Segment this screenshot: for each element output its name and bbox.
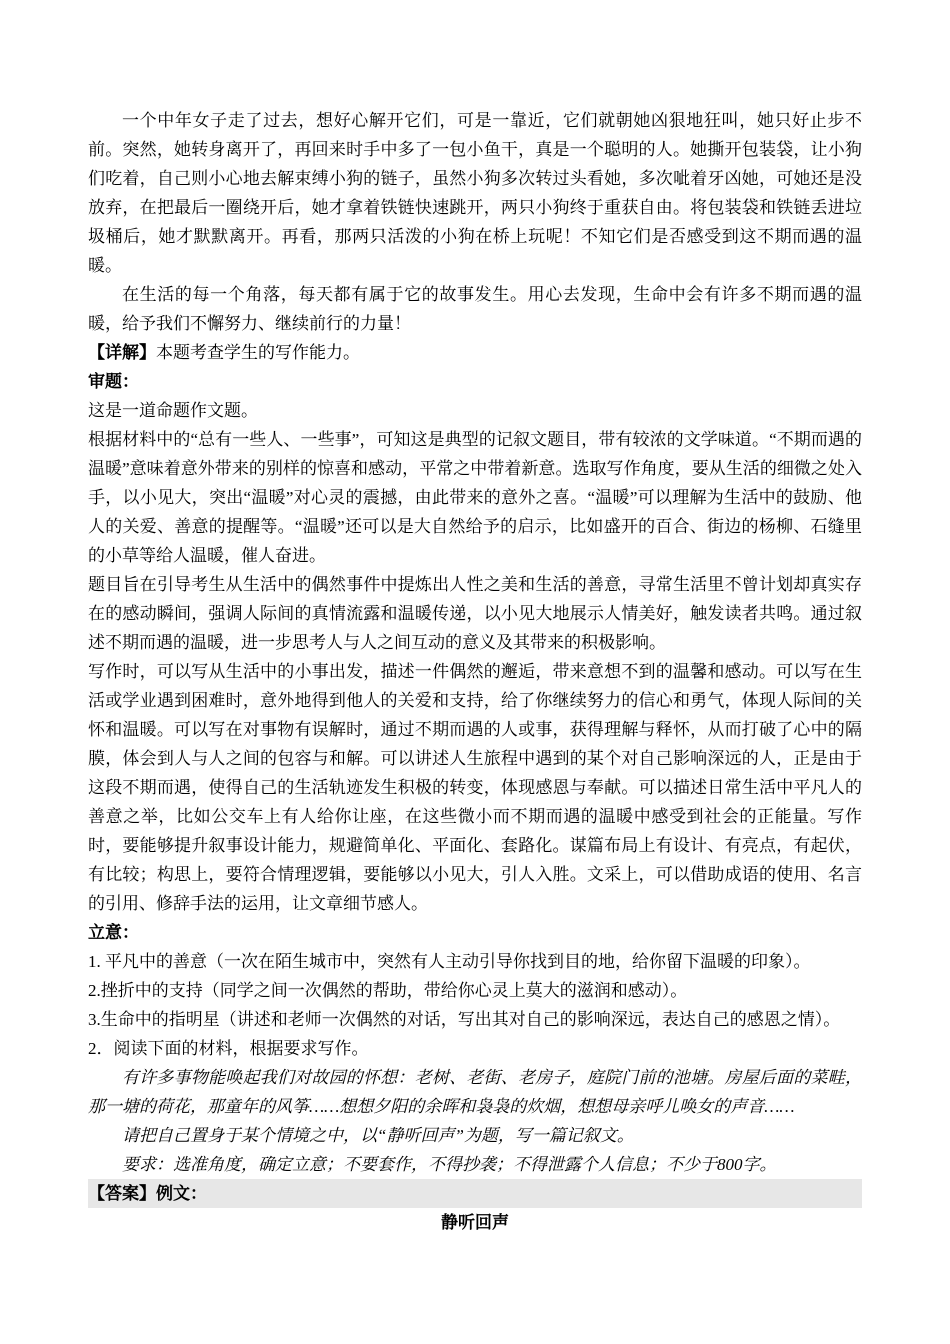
essay-paragraph: 一个中年女子走了过去，想好心解开它们，可是一靠近，它们就朝她凶狠地狂叫，她只好止步不前。突然，她转身离开了，再回来时手中多了一包小鱼干，真是一个聪明的人。她撕开包装袋，让小狗们吃着，自己则小心地去解束缚小狗的链子，虽然小狗多次转过头看她，多次呲着牙凶她，可她还是没放弃，在把最后一圈绕开后，她才拿着铁链快速跳开，两只小狗终于重获自由。将包装袋和铁链丢进垃圾桶后，她才默默离开。再看，那两只活泼的小狗在桥上玩呢！不知它们是否感受到这不期而遇的温暖。	[88, 111, 862, 275]
liyi-heading: 立意：	[88, 923, 139, 942]
shenti-paragraph: 这是一道命题作文题。	[88, 401, 258, 420]
essay-paragraph: 在生活的每一个角落，每天都有属于它的故事发生。用心去发现，生命中会有许多不期而遇的温暖，给予我们不懈努力、继续前行的力量！	[88, 285, 862, 333]
question2-material: 有许多事物能唤起我们对故园的怀想：老树、老街、老房子，庭院门前的池塘。房屋后面的菜畦，那一塘的荷花，那童年的风筝……想想夕阳的余晖和袅袅的炊烟，想想母亲呼儿唤女的声音……	[88, 1068, 862, 1116]
question2-requirements: 要求：选准角度，确定立意；不要套作，不得抄袭；不得泄露个人信息；不少于800字。	[122, 1155, 777, 1174]
liyi-item: 2.挫折中的支持（同学之间一次偶然的帮助，带给你心灵上莫大的滋润和感动）。	[88, 981, 688, 1000]
shenti-paragraph: 写作时，可以写从生活中的小事出发，描述一件偶然的邂逅，带来意想不到的温馨和感动。可以写在生活或学业遇到困难时，意外地得到他人的关爱和支持，给了你继续努力的信心和勇气，体现人际间的关怀和温暖。可以写在对事物有误解时，通过不期而遇的人或事，获得理解与释怀，从而打破了心中的隔膜，体会到人与人之间的包容与和解。可以讲述人生旅程中遇到的某个对自己影响深远的人，正是由于这段不期而遇，使得自己的生活轨迹发生积极的转变，体现感恩与奉献。可以描述日常生活中平凡人的善意之举，比如公交车上有人给你让座，在这些微小而不期而遇的温暖中感受到社会的正能量。写作时，要能够提升叙事设计能力，规避简单化、平面化、套路化。谋篇布局上有设计、有亮点，有起伏，有比较；构思上，要符合情理逻辑，要能够以小见大，引人入胜。文采上，可以借助成语的使用、名言的引用、修辞手法的运用，让文章细节感人。	[88, 662, 862, 913]
detail-label: 【详解】	[88, 343, 156, 362]
detail-line	[88, 338, 862, 367]
answer-label: 【答案】例文：	[88, 1179, 862, 1208]
liyi-item: 1. 平凡中的善意（一次在陌生城市中，突然有人主动引导你找到目的地，给你留下温暖的印象）。	[88, 952, 811, 971]
question2-stem: 2．阅读下面的材料，根据要求写作。	[88, 1039, 369, 1058]
answer-essay-title: 静听回声	[441, 1213, 509, 1232]
shenti-paragraph: 根据材料中的“总有一些人、一些事”，可知这是典型的记叙文题目，带有较浓的文学味道。“不期而遇的温暖”意味着意外带来的别样的惊喜和感动，平常之中带着新意。选取写作角度，要从生活的细微之处入手，以小见大，突出“温暖”对心灵的震撼，由此带来的意外之喜。“温暖”可以理解为生活中的鼓励、他人的关爱、善意的提醒等。“温暖”还可以是大自然给予的启示，比如盛开的百合、街边的杨柳、石缝里的小草等给人温暖，催人奋进。	[88, 430, 862, 565]
shenti-heading: 审题：	[88, 372, 139, 391]
shenti-paragraph: 题目旨在引导考生从生活中的偶然事件中提炼出人性之美和生活的善意，寻常生活里不曾计划却真实存在的感动瞬间，强调人际间的真情流露和温暖传递，以小见大地展示人情美好，触发读者共鸣。通过叙述不期而遇的温暖，进一步思考人与人之间互动的意义及其带来的积极影响。	[88, 575, 862, 652]
liyi-item: 3.生命中的指明星（讲述和老师一次偶然的对话，写出其对自己的影响深远，表达自己的感恩之情）。	[88, 1010, 841, 1029]
detail-text: 本题考查学生的写作能力。	[156, 343, 360, 362]
question2-prompt: 请把自己置身于某个情境之中，以“静听回声”为题，写一篇记叙文。	[122, 1126, 634, 1145]
